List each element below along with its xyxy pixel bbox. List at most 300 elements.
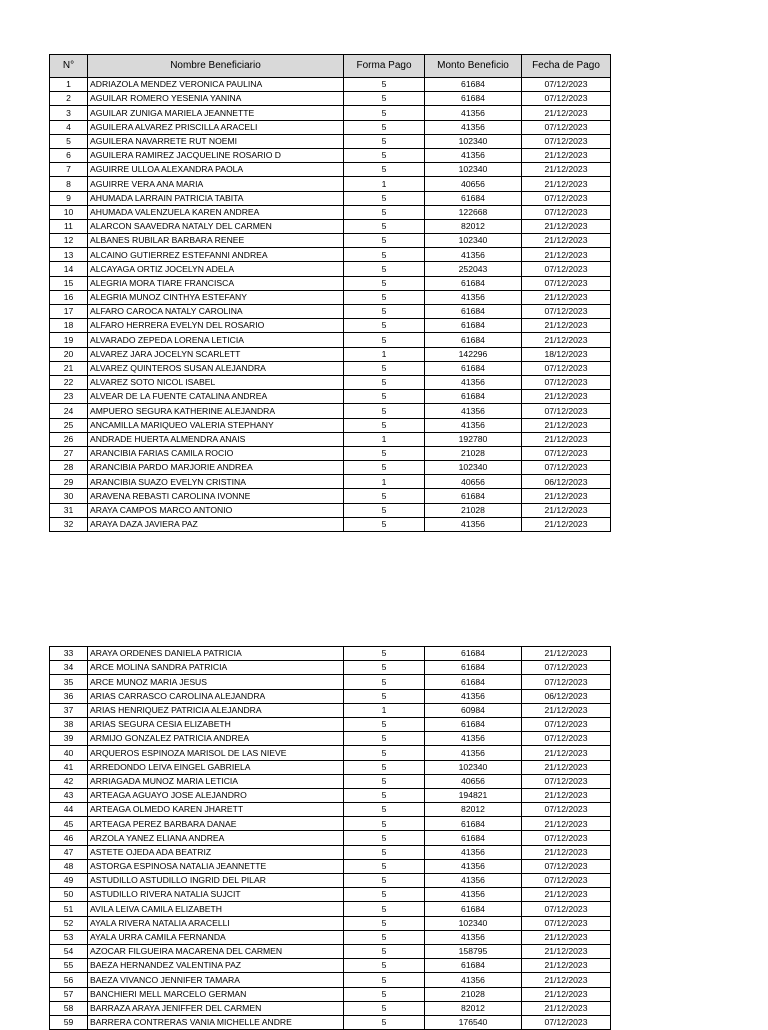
benefit-amount: 61684	[425, 489, 522, 503]
table-row	[50, 248, 611, 262]
benefit-amount: 102340	[425, 234, 522, 248]
payment-method: 5	[344, 446, 425, 460]
row-number: 33	[50, 647, 88, 661]
beneficiary-name: ALCAINO GUTIERREZ ESTEFANNI ANDREA	[88, 248, 344, 262]
beneficiary-name: AGUILERA NAVARRETE RUT NOEMI	[88, 134, 344, 148]
benefit-amount: 21028	[425, 446, 522, 460]
benefit-amount: 40656	[425, 177, 522, 191]
beneficiary-table-2	[49, 646, 611, 1030]
payment-method: 5	[344, 219, 425, 233]
payment-date: 07/12/2023	[522, 661, 611, 675]
payment-method: 5	[344, 134, 425, 148]
payment-date: 21/12/2023	[522, 888, 611, 902]
payment-method: 5	[344, 390, 425, 404]
table-row	[50, 902, 611, 916]
table-row	[50, 390, 611, 404]
payment-method: 5	[344, 732, 425, 746]
payment-date: 07/12/2023	[522, 120, 611, 134]
table-row	[50, 319, 611, 333]
table-row	[50, 788, 611, 802]
row-number: 41	[50, 760, 88, 774]
beneficiary-name: AVILA LEIVA CAMILA ELIZABETH	[88, 902, 344, 916]
beneficiary-name: AHUMADA LARRAIN PATRICIA TABITA	[88, 191, 344, 205]
benefit-amount: 41356	[425, 874, 522, 888]
beneficiary-name: ASTETE OJEDA ADA BEATRIZ	[88, 845, 344, 859]
row-number: 3	[50, 106, 88, 120]
payment-date: 21/12/2023	[522, 845, 611, 859]
benefit-amount: 82012	[425, 1001, 522, 1015]
beneficiary-name: ARREDONDO LEIVA EINGEL GABRIELA	[88, 760, 344, 774]
benefit-amount: 41356	[425, 517, 522, 531]
payment-method: 5	[344, 503, 425, 517]
row-number: 25	[50, 418, 88, 432]
beneficiary-name: ARANCIBIA FARIAS CAMILA ROCIO	[88, 446, 344, 460]
table-row	[50, 92, 611, 106]
row-number: 57	[50, 987, 88, 1001]
beneficiary-name: AGUILERA RAMIREZ JACQUELINE ROSARIO D	[88, 148, 344, 162]
table-row	[50, 446, 611, 460]
table-row	[50, 647, 611, 661]
payment-date: 07/12/2023	[522, 874, 611, 888]
header-row	[50, 55, 611, 78]
beneficiary-name: ARAYA CAMPOS MARCO ANTONIO	[88, 503, 344, 517]
payment-method: 5	[344, 106, 425, 120]
row-number: 4	[50, 120, 88, 134]
table-row	[50, 874, 611, 888]
beneficiary-name: AYALA URRA CAMILA FERNANDA	[88, 930, 344, 944]
beneficiary-name: AGUIRRE VERA ANA MARIA	[88, 177, 344, 191]
row-number: 23	[50, 390, 88, 404]
payment-method: 1	[344, 432, 425, 446]
benefit-amount: 142296	[425, 347, 522, 361]
table-row	[50, 120, 611, 134]
beneficiary-name: ARIAS SEGURA CESIA ELIZABETH	[88, 717, 344, 731]
beneficiary-name: ARCE MOLINA SANDRA PATRICIA	[88, 661, 344, 675]
header-name: Nombre Beneficiario	[88, 55, 344, 78]
benefit-amount: 61684	[425, 276, 522, 290]
row-number: 54	[50, 944, 88, 958]
beneficiary-name: AHUMADA VALENZUELA KAREN ANDREA	[88, 205, 344, 219]
benefit-amount: 122668	[425, 205, 522, 219]
benefit-amount: 61684	[425, 305, 522, 319]
row-number: 14	[50, 262, 88, 276]
payment-date: 21/12/2023	[522, 106, 611, 120]
row-number: 59	[50, 1015, 88, 1029]
payment-method: 5	[344, 831, 425, 845]
payment-method: 5	[344, 859, 425, 873]
payment-method: 5	[344, 191, 425, 205]
payment-date: 07/12/2023	[522, 902, 611, 916]
benefit-amount: 40656	[425, 774, 522, 788]
table-row	[50, 817, 611, 831]
payment-method: 5	[344, 1015, 425, 1029]
payment-date: 07/12/2023	[522, 859, 611, 873]
payment-date: 21/12/2023	[522, 489, 611, 503]
table-row	[50, 262, 611, 276]
payment-date: 21/12/2023	[522, 290, 611, 304]
beneficiary-name: BAEZA HERNANDEZ VALENTINA PAZ	[88, 959, 344, 973]
beneficiary-name: ALVAREZ SOTO NICOL ISABEL	[88, 375, 344, 389]
payment-method: 5	[344, 760, 425, 774]
row-number: 35	[50, 675, 88, 689]
table-row	[50, 803, 611, 817]
benefit-amount: 41356	[425, 859, 522, 873]
payment-method: 5	[344, 788, 425, 802]
payment-method: 5	[344, 418, 425, 432]
payment-method: 5	[344, 290, 425, 304]
table-row	[50, 732, 611, 746]
row-number: 56	[50, 973, 88, 987]
beneficiary-name: ARTEAGA PEREZ BARBARA DANAE	[88, 817, 344, 831]
payment-method: 5	[344, 78, 425, 92]
benefit-amount: 61684	[425, 390, 522, 404]
row-number: 48	[50, 859, 88, 873]
table-row	[50, 134, 611, 148]
beneficiary-name: BARRAZA ARAYA JENIFFER DEL CARMEN	[88, 1001, 344, 1015]
beneficiary-name: ALEGRIA MUNOZ CINTHYA ESTEFANY	[88, 290, 344, 304]
benefit-amount: 194821	[425, 788, 522, 802]
benefit-amount: 41356	[425, 290, 522, 304]
payment-method: 1	[344, 475, 425, 489]
payment-date: 07/12/2023	[522, 276, 611, 290]
benefit-amount: 41356	[425, 404, 522, 418]
table-row	[50, 106, 611, 120]
row-number: 19	[50, 333, 88, 347]
table-row	[50, 717, 611, 731]
payment-date: 07/12/2023	[522, 803, 611, 817]
beneficiary-name: ASTUDILLO ASTUDILLO INGRID DEL PILAR	[88, 874, 344, 888]
header-payment-date: Fecha de Pago	[522, 55, 611, 78]
table-row	[50, 205, 611, 219]
payment-date: 07/12/2023	[522, 205, 611, 219]
benefit-amount: 82012	[425, 219, 522, 233]
payment-method: 5	[344, 845, 425, 859]
benefit-amount: 41356	[425, 888, 522, 902]
payment-method: 5	[344, 987, 425, 1001]
row-number: 27	[50, 446, 88, 460]
payment-date: 07/12/2023	[522, 675, 611, 689]
benefit-amount: 61684	[425, 92, 522, 106]
beneficiary-name: ALFARO CAROCA NATALY CAROLINA	[88, 305, 344, 319]
row-number: 15	[50, 276, 88, 290]
benefit-amount: 102340	[425, 760, 522, 774]
row-number: 29	[50, 475, 88, 489]
payment-date: 21/12/2023	[522, 647, 611, 661]
payment-date: 07/12/2023	[522, 831, 611, 845]
row-number: 47	[50, 845, 88, 859]
table-row	[50, 503, 611, 517]
payment-method: 5	[344, 234, 425, 248]
payment-method: 5	[344, 248, 425, 262]
row-number: 44	[50, 803, 88, 817]
payment-date: 21/12/2023	[522, 788, 611, 802]
benefit-amount: 41356	[425, 418, 522, 432]
row-number: 49	[50, 874, 88, 888]
row-number: 38	[50, 717, 88, 731]
beneficiary-name: AGUILAR ROMERO YESENIA YANINA	[88, 92, 344, 106]
row-number: 58	[50, 1001, 88, 1015]
row-number: 36	[50, 689, 88, 703]
row-number: 2	[50, 92, 88, 106]
payment-method: 5	[344, 803, 425, 817]
table-row	[50, 944, 611, 958]
benefit-amount: 41356	[425, 746, 522, 760]
payment-method: 5	[344, 973, 425, 987]
table-row	[50, 930, 611, 944]
benefit-amount: 61684	[425, 959, 522, 973]
row-number: 45	[50, 817, 88, 831]
beneficiary-name: ARAVENA REBASTI CAROLINA IVONNE	[88, 489, 344, 503]
row-number: 28	[50, 461, 88, 475]
row-number: 39	[50, 732, 88, 746]
benefit-amount: 41356	[425, 845, 522, 859]
payment-date: 21/12/2023	[522, 944, 611, 958]
beneficiary-name: AGUILERA ALVAREZ PRISCILLA ARACELI	[88, 120, 344, 134]
benefit-amount: 158795	[425, 944, 522, 958]
table-row	[50, 661, 611, 675]
payment-date: 21/12/2023	[522, 177, 611, 191]
payment-date: 21/12/2023	[522, 930, 611, 944]
table-row	[50, 404, 611, 418]
payment-date: 07/12/2023	[522, 262, 611, 276]
payment-method: 5	[344, 874, 425, 888]
payment-method: 5	[344, 817, 425, 831]
beneficiary-name: ALARCON SAAVEDRA NATALY DEL CARMEN	[88, 219, 344, 233]
beneficiary-name: AMPUERO SEGURA KATHERINE ALEJANDRA	[88, 404, 344, 418]
beneficiary-name: ALEGRIA MORA TIARE FRANCISCA	[88, 276, 344, 290]
row-number: 43	[50, 788, 88, 802]
table-row	[50, 219, 611, 233]
benefit-amount: 41356	[425, 106, 522, 120]
payment-date: 21/12/2023	[522, 503, 611, 517]
row-number: 52	[50, 916, 88, 930]
benefit-amount: 102340	[425, 916, 522, 930]
table-row	[50, 290, 611, 304]
payment-method: 5	[344, 1001, 425, 1015]
payment-method: 5	[344, 163, 425, 177]
benefit-amount: 41356	[425, 375, 522, 389]
table-row	[50, 703, 611, 717]
beneficiary-name: AGUILAR ZUNIGA MARIELA JEANNETTE	[88, 106, 344, 120]
row-number: 30	[50, 489, 88, 503]
payment-date: 07/12/2023	[522, 404, 611, 418]
table-row	[50, 276, 611, 290]
payment-date: 06/12/2023	[522, 475, 611, 489]
payment-method: 5	[344, 262, 425, 276]
table-row	[50, 859, 611, 873]
beneficiary-name: ARTEAGA AGUAYO JOSE ALEJANDRO	[88, 788, 344, 802]
table-row	[50, 746, 611, 760]
beneficiary-name: ADRIAZOLA MENDEZ VERONICA PAULINA	[88, 78, 344, 92]
table-row	[50, 191, 611, 205]
beneficiary-name: ARAYA DAZA JAVIERA PAZ	[88, 517, 344, 531]
table-row	[50, 760, 611, 774]
payment-method: 1	[344, 703, 425, 717]
beneficiary-name: ALVAREZ JARA JOCELYN SCARLETT	[88, 347, 344, 361]
header-number: N°	[50, 55, 88, 78]
payment-method: 5	[344, 746, 425, 760]
payment-method: 5	[344, 661, 425, 675]
payment-method: 5	[344, 489, 425, 503]
beneficiary-name: ASTUDILLO RIVERA NATALIA SUJCIT	[88, 888, 344, 902]
benefit-amount: 102340	[425, 134, 522, 148]
row-number: 10	[50, 205, 88, 219]
row-number: 51	[50, 902, 88, 916]
table-row	[50, 845, 611, 859]
benefit-amount: 61684	[425, 717, 522, 731]
header-benefit-amount: Monto Beneficio	[425, 55, 522, 78]
payment-method: 5	[344, 148, 425, 162]
benefit-amount: 61684	[425, 675, 522, 689]
benefit-amount: 102340	[425, 461, 522, 475]
table-row	[50, 1001, 611, 1015]
payment-date: 07/12/2023	[522, 1015, 611, 1029]
payment-method: 5	[344, 92, 425, 106]
benefit-amount: 61684	[425, 333, 522, 347]
row-number: 21	[50, 361, 88, 375]
payment-method: 5	[344, 375, 425, 389]
table-row	[50, 973, 611, 987]
benefit-amount: 41356	[425, 689, 522, 703]
payment-method: 5	[344, 902, 425, 916]
table-row	[50, 432, 611, 446]
benefit-amount: 252043	[425, 262, 522, 276]
payment-method: 1	[344, 347, 425, 361]
row-number: 1	[50, 78, 88, 92]
row-number: 18	[50, 319, 88, 333]
benefit-amount: 41356	[425, 930, 522, 944]
benefit-amount: 21028	[425, 987, 522, 1001]
table-row	[50, 234, 611, 248]
row-number: 31	[50, 503, 88, 517]
table-row	[50, 333, 611, 347]
payment-date: 21/12/2023	[522, 248, 611, 262]
benefit-amount: 102340	[425, 163, 522, 177]
beneficiary-name: ALCAYAGA ORTIZ JOCELYN ADELA	[88, 262, 344, 276]
row-number: 22	[50, 375, 88, 389]
payment-method: 5	[344, 944, 425, 958]
row-number: 46	[50, 831, 88, 845]
row-number: 50	[50, 888, 88, 902]
payment-date: 07/12/2023	[522, 191, 611, 205]
beneficiary-name: ARCE MUNOZ MARIA JESUS	[88, 675, 344, 689]
row-number: 34	[50, 661, 88, 675]
payment-date: 06/12/2023	[522, 689, 611, 703]
payment-method: 5	[344, 333, 425, 347]
beneficiary-name: ANDRADE HUERTA ALMENDRA ANAIS	[88, 432, 344, 446]
payment-method: 5	[344, 517, 425, 531]
payment-date: 21/12/2023	[522, 973, 611, 987]
beneficiary-name: BARRERA CONTRERAS VANIA MICHELLE ANDRE	[88, 1015, 344, 1029]
payment-method: 5	[344, 276, 425, 290]
table-row	[50, 959, 611, 973]
benefit-amount: 61684	[425, 319, 522, 333]
row-number: 26	[50, 432, 88, 446]
beneficiary-name: BANCHIERI MELL MARCELO GERMAN	[88, 987, 344, 1001]
table-row	[50, 489, 611, 503]
beneficiary-name: ARMIJO GONZALEZ PATRICIA ANDREA	[88, 732, 344, 746]
benefit-amount: 41356	[425, 120, 522, 134]
benefit-amount: 61684	[425, 902, 522, 916]
payment-method: 5	[344, 888, 425, 902]
payment-method: 5	[344, 319, 425, 333]
payment-date: 21/12/2023	[522, 390, 611, 404]
row-number: 37	[50, 703, 88, 717]
table-row	[50, 831, 611, 845]
payment-method: 5	[344, 120, 425, 134]
beneficiary-name: ARAYA ORDENES DANIELA PATRICIA	[88, 647, 344, 661]
payment-date: 21/12/2023	[522, 163, 611, 177]
payment-method: 5	[344, 774, 425, 788]
benefit-amount: 61684	[425, 817, 522, 831]
row-number: 5	[50, 134, 88, 148]
beneficiary-name: ARIAS HENRIQUEZ PATRICIA ALEJANDRA	[88, 703, 344, 717]
table-row	[50, 418, 611, 432]
payment-method: 5	[344, 689, 425, 703]
payment-date: 07/12/2023	[522, 305, 611, 319]
payment-date: 21/12/2023	[522, 219, 611, 233]
payment-date: 18/12/2023	[522, 347, 611, 361]
table-row	[50, 987, 611, 1001]
payment-date: 21/12/2023	[522, 987, 611, 1001]
payment-date: 21/12/2023	[522, 760, 611, 774]
benefit-amount: 82012	[425, 803, 522, 817]
row-number: 8	[50, 177, 88, 191]
payment-method: 5	[344, 916, 425, 930]
benefit-amount: 40656	[425, 475, 522, 489]
benefit-amount: 41356	[425, 732, 522, 746]
beneficiary-name: ALVAREZ QUINTEROS SUSAN ALEJANDRA	[88, 361, 344, 375]
payment-date: 07/12/2023	[522, 732, 611, 746]
payment-date: 07/12/2023	[522, 916, 611, 930]
payment-date: 07/12/2023	[522, 375, 611, 389]
beneficiary-name: ARQUEROS ESPINOZA MARISOL DE LAS NIEVE	[88, 746, 344, 760]
table-row	[50, 475, 611, 489]
beneficiary-name: ARANCIBIA PARDO MARJORIE ANDREA	[88, 461, 344, 475]
payment-date: 21/12/2023	[522, 319, 611, 333]
payment-date: 07/12/2023	[522, 78, 611, 92]
payment-date: 21/12/2023	[522, 1001, 611, 1015]
benefit-amount: 41356	[425, 148, 522, 162]
beneficiary-name: ARIAS CARRASCO CAROLINA ALEJANDRA	[88, 689, 344, 703]
payment-method: 5	[344, 205, 425, 219]
benefit-amount: 61684	[425, 831, 522, 845]
beneficiary-name: ASTORGA ESPINOSA NATALIA JEANNETTE	[88, 859, 344, 873]
payment-method: 5	[344, 717, 425, 731]
table-row	[50, 675, 611, 689]
payment-date: 21/12/2023	[522, 333, 611, 347]
table-row	[50, 78, 611, 92]
row-number: 17	[50, 305, 88, 319]
payment-method: 5	[344, 930, 425, 944]
row-number: 9	[50, 191, 88, 205]
payment-method: 5	[344, 647, 425, 661]
row-number: 6	[50, 148, 88, 162]
payment-method: 5	[344, 959, 425, 973]
table-row	[50, 916, 611, 930]
row-number: 55	[50, 959, 88, 973]
table-row	[50, 774, 611, 788]
benefit-amount: 61684	[425, 78, 522, 92]
payment-date: 07/12/2023	[522, 446, 611, 460]
benefit-amount: 176540	[425, 1015, 522, 1029]
table-row	[50, 1015, 611, 1029]
row-number: 53	[50, 930, 88, 944]
beneficiary-name: AZOCAR FILGUEIRA MACARENA DEL CARMEN	[88, 944, 344, 958]
beneficiary-name: ANCAMILLA MARIQUEO VALERIA STEPHANY	[88, 418, 344, 432]
payment-date: 07/12/2023	[522, 361, 611, 375]
beneficiary-name: ARANCIBIA SUAZO EVELYN CRISTINA	[88, 475, 344, 489]
